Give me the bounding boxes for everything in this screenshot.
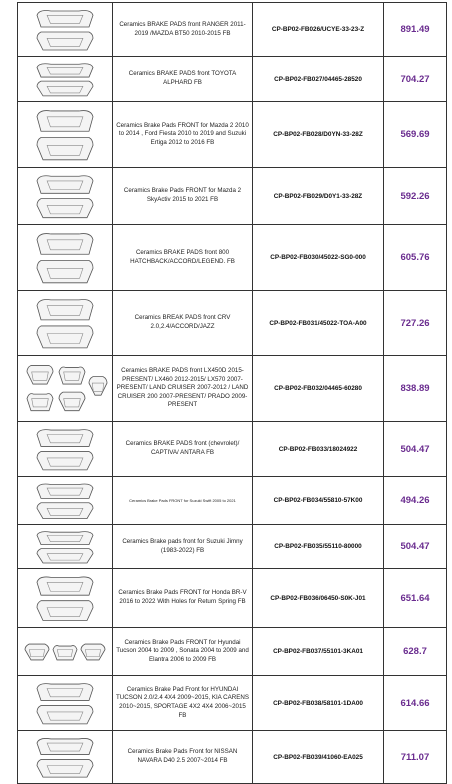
product-description: Ceramics Brake pads front for Suzuki Jimny (1983-2022) FB	[113, 525, 253, 569]
product-price: 628.7	[384, 628, 447, 676]
product-image-cell	[18, 356, 113, 422]
product-price: 651.64	[384, 569, 447, 628]
product-image-cell	[18, 168, 113, 225]
product-price: 711.07	[384, 731, 447, 784]
product-code: CP-BP02-FB030/45022-SG0-000	[253, 225, 384, 291]
product-image-cell	[18, 291, 113, 356]
product-description: Ceramics BRAKE PADS front 800 HATCHBACK/ACCORD/LEGEND. FB	[113, 225, 253, 291]
brake-pad-pair-icon	[18, 227, 112, 289]
brake-pad-pair-icon	[18, 424, 112, 475]
table-row	[18, 356, 447, 422]
product-code: CP-BP02-FB039/41060-EA025	[253, 731, 384, 784]
product-price: 614.66	[384, 676, 447, 731]
brake-pad-pair-icon	[18, 571, 112, 626]
product-description: Ceramics Brake Pads Front for NISSAN NAVARA D40 2.5 2007~2014 FB	[113, 731, 253, 784]
product-image-cell	[18, 676, 113, 731]
product-catalog-table	[17, 2, 447, 784]
product-code: CP-BP02-FB033/18024922	[253, 422, 384, 477]
product-code: CP-BP02-FB031/45022-TOA-A00	[253, 291, 384, 356]
table-row	[18, 731, 447, 784]
product-description: Ceramics Brake Pads FRONT for Honda BR-V 2016 to 2022 With Holes for Return Spring FB	[113, 569, 253, 628]
table-row	[18, 628, 447, 676]
product-description: Ceramics Brake Pads FRONT for Hyundai Tucson 2004 to 2009 , Sonata 2004 to 2009 and Elantra 2006 to 2009 FB	[113, 628, 253, 676]
brake-pad-pair-icon	[18, 527, 112, 567]
product-code: CP-BP02-FB037/55101-3KA01	[253, 628, 384, 676]
table-row	[18, 3, 447, 57]
product-price: 891.49	[384, 3, 447, 57]
table-row	[18, 291, 447, 356]
table-row	[18, 168, 447, 225]
product-description: Ceramics BRAKE PADS front TOYOTA ALPHARD FB	[113, 57, 253, 102]
product-price: 727.26	[384, 291, 447, 356]
product-price: 592.26	[384, 168, 447, 225]
product-description: Ceramics BREAK PADS front CRV 2.0,2.4/ACCORD/JAZZ	[113, 291, 253, 356]
brake-pad-pair-icon	[18, 678, 112, 729]
product-description: Ceramics BRAKE PADS front (chevrolet)/ CAPTIVA/ ANTARA FB	[113, 422, 253, 477]
brake-pad-pair-icon	[18, 733, 112, 782]
product-description: Ceramics Brake Pad Front for HYUNDAI TUCSON 2.0/2.4 4X4 2009~2015, KIA CARENS 2010~2015, SPORTAGE 4X2 4X4 2006~2015 FB	[113, 676, 253, 731]
product-code: CP-BP02-FB032/04465-60280	[253, 356, 384, 422]
table-row	[18, 676, 447, 731]
product-code: CP-BP02-FB034/55810-57K00	[253, 477, 384, 525]
brake-pad-set-icon	[18, 358, 112, 420]
product-price: 838.89	[384, 356, 447, 422]
table-row	[18, 225, 447, 291]
product-image-cell	[18, 477, 113, 525]
table-row	[18, 525, 447, 569]
brake-pad-pair-icon	[18, 104, 112, 166]
table-row	[18, 102, 447, 168]
product-image-cell	[18, 225, 113, 291]
table-row	[18, 569, 447, 628]
product-description: Ceramics BRAKE PADS front RANGER 2011-2019 /MAZDA BT50 2010-2015 FB	[113, 3, 253, 57]
product-image-cell	[18, 525, 113, 569]
product-code: CP-BP02-FB028/D0YN-33-28Z	[253, 102, 384, 168]
product-code: CP-BP02-FB038/58101-1DA00	[253, 676, 384, 731]
table-row	[18, 57, 447, 102]
product-image-cell	[18, 628, 113, 676]
product-description: Ceramics BRAKE PADS front LX450D 2015-PRESENT/ LX460 2012-2015/ LX570 2007-PRESENT/ LAND CRUISER 2007-2012 / LAND CRUISER 200 2007-PRESENT/ PRADO 2009-PRESENT	[113, 356, 253, 422]
product-image-cell	[18, 422, 113, 477]
product-price: 704.27	[384, 57, 447, 102]
product-description: Ceramics Brake Pads FRONT for Mazda 2 2010 to 2014 , Ford Fiesta 2010 to 2019 and Suzuki Ertiga 2012 to 2016 FB	[113, 102, 253, 168]
product-code: CP-BP02-FB027/04465-28520	[253, 57, 384, 102]
table-row	[18, 422, 447, 477]
product-code: CP-BP02-FB036/06450-S0K-J01	[253, 569, 384, 628]
product-code: CP-BP02-FB026/UCYE-33-23-Z	[253, 3, 384, 57]
product-code: CP-BP02-FB029/D0Y1-33-28Z	[253, 168, 384, 225]
product-description: Ceramics Brake Pads FRONT for Mazda 2 SkyActiv 2015 to 2021 FB	[113, 168, 253, 225]
brake-pad-pair-icon	[18, 293, 112, 354]
brake-pad-pair-icon	[18, 5, 112, 55]
product-price: 504.47	[384, 525, 447, 569]
product-description: Ceramics Brake Pads FRONT for Suzuki Swift 2005 to 2021	[113, 477, 253, 525]
product-price: 504.47	[384, 422, 447, 477]
brake-pad-pair-icon	[18, 479, 112, 523]
product-image-cell	[18, 3, 113, 57]
brake-pad-pair-icon	[18, 59, 112, 100]
brake-pad-row-icon	[18, 630, 112, 674]
product-code: CP-BP02-FB035/55110-80000	[253, 525, 384, 569]
product-price: 605.76	[384, 225, 447, 291]
product-price: 569.69	[384, 102, 447, 168]
product-price: 494.26	[384, 477, 447, 525]
table-row	[18, 477, 447, 525]
product-image-cell	[18, 569, 113, 628]
product-image-cell	[18, 731, 113, 784]
brake-pad-pair-icon	[18, 170, 112, 223]
product-image-cell	[18, 102, 113, 168]
product-image-cell	[18, 57, 113, 102]
